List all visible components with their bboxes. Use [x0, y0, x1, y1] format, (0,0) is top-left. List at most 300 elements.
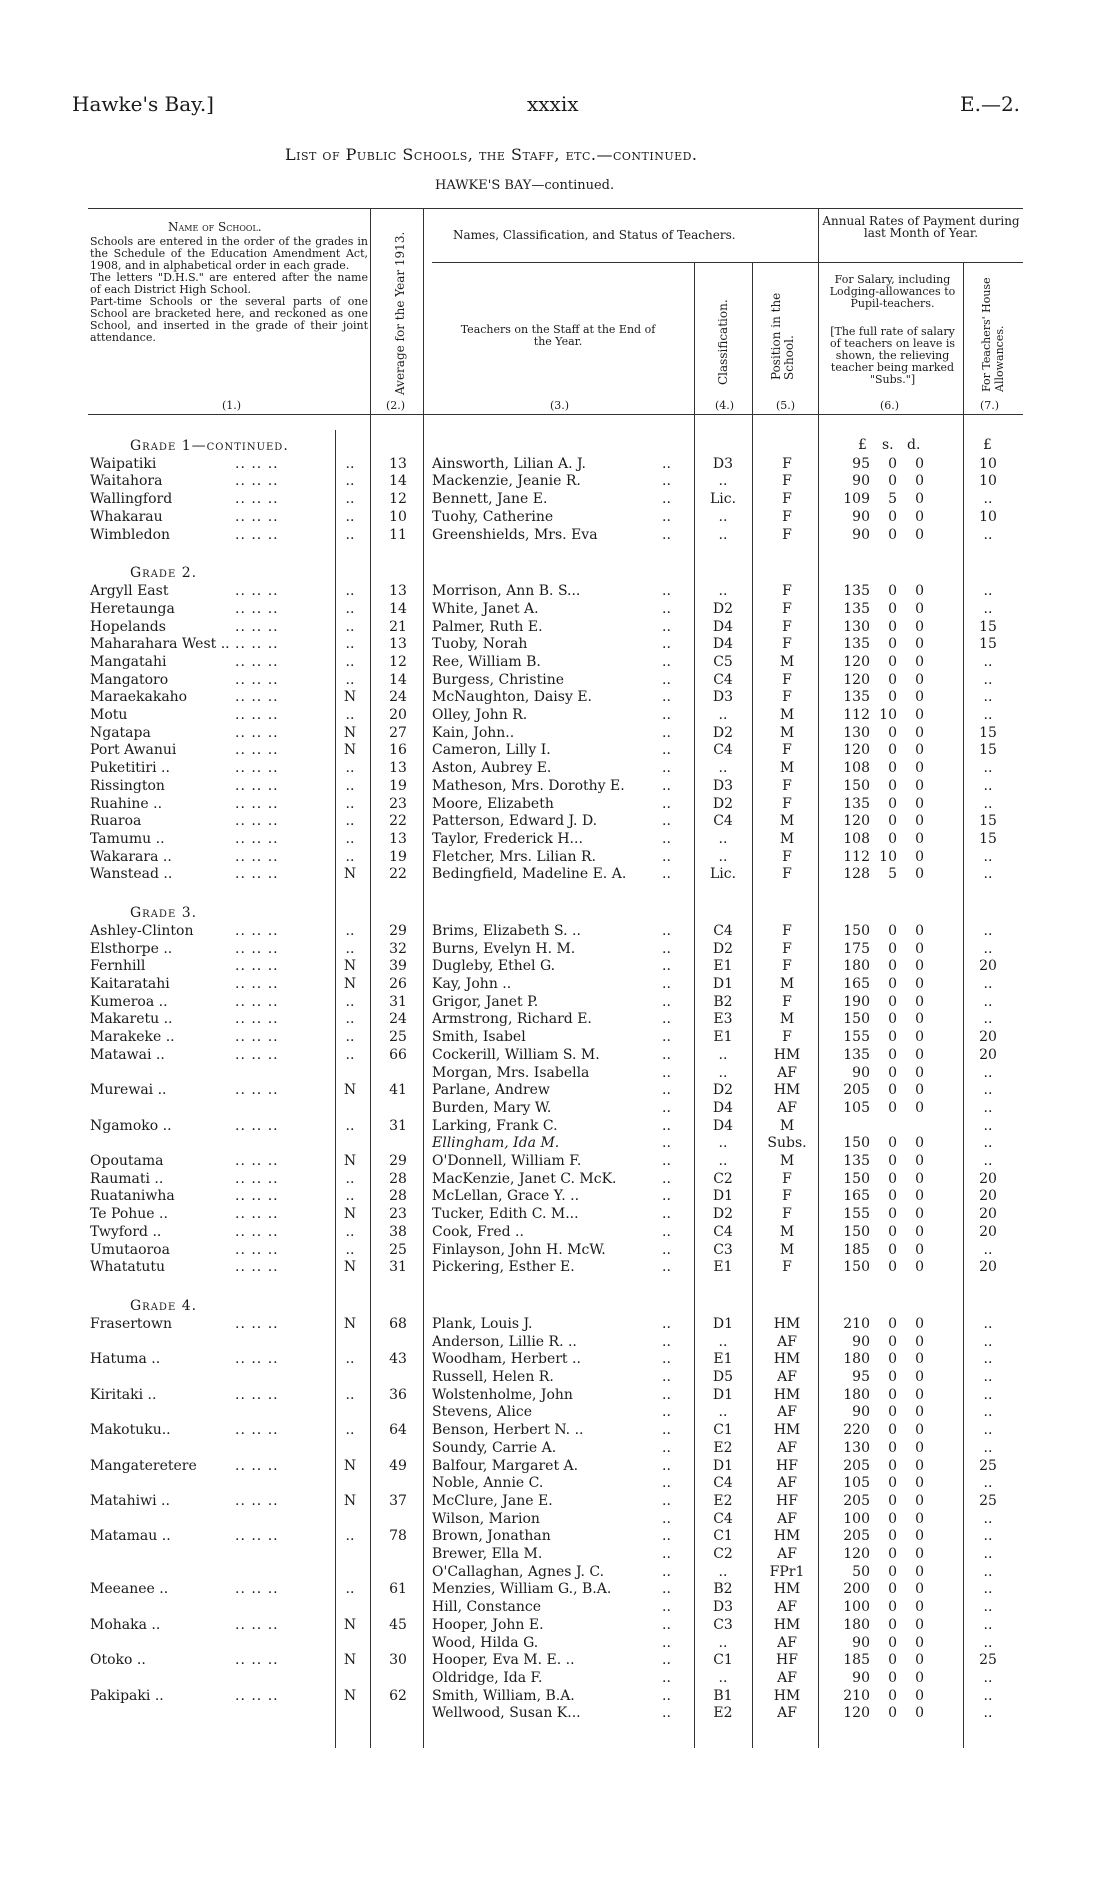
table-row — [0, 1404, 1114, 1421]
table-row — [0, 491, 1114, 508]
table-row — [0, 1065, 1114, 1082]
teacher-name: Menzies, William G., B.A. — [432, 1581, 612, 1598]
dhs-mark: .. — [345, 1223, 355, 1240]
classification: D2 — [712, 795, 734, 812]
classification: D2 — [712, 600, 734, 617]
salary-pence: 0 — [915, 1492, 924, 1509]
salary-shillings: 0 — [888, 1011, 897, 1028]
grade-heading — [0, 565, 1114, 582]
leader-dots: .. — [662, 1099, 671, 1116]
school-name: Ngatapa — [90, 724, 151, 741]
leader-dots: .. .. .. — [235, 1315, 279, 1332]
salary-pence: 0 — [915, 1616, 924, 1633]
classification: C1 — [713, 1422, 733, 1439]
position: F — [782, 455, 792, 472]
teacher-name: Tuohy, Catherine — [432, 508, 554, 525]
position: AF — [777, 1369, 797, 1386]
classification: B1 — [713, 1687, 733, 1704]
salary-pence: 0 — [915, 724, 924, 741]
salary-pence: 0 — [915, 618, 924, 635]
leader-dots: .. — [662, 1046, 671, 1063]
leader-dots: .. — [662, 1369, 671, 1386]
house-allowance: 10 — [979, 508, 997, 525]
salary-pounds: 200 — [843, 1581, 870, 1598]
average-attendance: 66 — [389, 1046, 407, 1063]
dhs-mark: .. — [345, 1241, 355, 1258]
table-row — [0, 1369, 1114, 1386]
table-row — [0, 1705, 1114, 1722]
position: AF — [777, 1404, 797, 1421]
leader-dots: .. — [662, 813, 671, 830]
salary-pounds: 150 — [843, 1170, 870, 1187]
leader-dots: .. — [662, 940, 671, 957]
salary-pounds: 210 — [843, 1687, 870, 1704]
average-attendance: 31 — [389, 1117, 407, 1134]
average-attendance: 19 — [389, 848, 407, 865]
leader-dots: .. .. .. — [235, 830, 279, 847]
dhs-mark: .. — [345, 491, 355, 508]
school-name: Mohaka .. — [90, 1616, 161, 1633]
position: AF — [777, 1439, 797, 1456]
teacher-name: MacKenzie, Janet C. McK. — [432, 1170, 617, 1187]
position: F — [782, 689, 792, 706]
salary-pence: 0 — [915, 671, 924, 688]
salary-pounds: 90 — [852, 1634, 870, 1651]
school-name: Maharahara West .. — [90, 636, 230, 653]
teacher-name: Noble, Annie C. — [432, 1475, 544, 1492]
school-name: Kaitaratahi — [90, 976, 170, 993]
leader-dots: .. — [662, 455, 671, 472]
salary-pence: 0 — [915, 958, 924, 975]
salary-pounds: 105 — [843, 1475, 870, 1492]
salary-pounds: 90 — [852, 508, 870, 525]
dhs-mark: .. — [345, 940, 355, 957]
average-attendance: 36 — [389, 1386, 407, 1403]
salary-shillings: 0 — [888, 689, 897, 706]
dhs-mark: .. — [345, 583, 355, 600]
leader-dots: .. .. .. — [235, 618, 279, 635]
leader-dots: .. — [662, 777, 671, 794]
salary-shillings: 0 — [888, 1153, 897, 1170]
salary-pounds: 90 — [852, 526, 870, 543]
salary-pounds: 120 — [843, 1546, 870, 1563]
classification: D3 — [712, 689, 734, 706]
leader-dots: .. .. .. — [235, 1082, 279, 1099]
leader-dots: .. — [662, 1563, 671, 1580]
salary-pence: 0 — [915, 1011, 924, 1028]
pence-symbol: d. — [907, 437, 921, 453]
table-row — [0, 958, 1114, 975]
salary-pounds: 108 — [843, 760, 870, 777]
leader-dots: .. — [662, 1581, 671, 1598]
salary-shillings: 0 — [888, 1223, 897, 1240]
dhs-mark: N — [343, 866, 357, 883]
salary-pounds: 185 — [843, 1241, 870, 1258]
classification: .. — [718, 1153, 728, 1170]
salary-pence: 0 — [915, 1634, 924, 1651]
average-attendance: 24 — [389, 689, 407, 706]
school-name: Whatatutu — [90, 1259, 166, 1276]
salary-pounds: 109 — [843, 491, 870, 508]
leader-dots: .. — [662, 742, 671, 759]
teacher-name: Russell, Helen R. — [432, 1369, 554, 1386]
house-allowance: .. — [983, 1082, 993, 1099]
leader-dots: .. .. .. — [235, 689, 279, 706]
salary-heading: For Salary, including Lodging-allowances to Pupil-teachers. — [829, 273, 956, 310]
shilling-symbol: s. — [882, 437, 894, 453]
school-name: Meeanee .. — [90, 1581, 169, 1598]
school-name: Wallingford — [90, 491, 173, 508]
classification: .. — [718, 848, 728, 865]
house-allowance: .. — [983, 1616, 993, 1633]
classification: .. — [718, 1404, 728, 1421]
header-left: Hawke's Bay.] — [72, 92, 214, 116]
name-note-3: Part-time Schools or the several parts of one School are bracketed here, and reckoned as one School, and inserted in the grade of their joint attendance. — [90, 295, 368, 344]
house-allowance: 15 — [979, 813, 997, 830]
classification: B2 — [713, 993, 733, 1010]
grade-heading — [0, 905, 1114, 922]
teacher-name: Smith, Isabel — [432, 1029, 526, 1046]
salary-pence: 0 — [915, 1599, 924, 1616]
house-allowance: .. — [983, 1563, 993, 1580]
salary-shillings: 0 — [888, 583, 897, 600]
house-allowance: .. — [983, 1581, 993, 1598]
house-allowance: .. — [983, 1241, 993, 1258]
leader-dots: .. .. .. — [235, 742, 279, 759]
house-allowance: 20 — [979, 1188, 997, 1205]
col-num-6: (6.) — [880, 399, 900, 412]
leader-dots: .. — [662, 583, 671, 600]
salary-pounds: 135 — [843, 689, 870, 706]
salary-pence: 0 — [915, 455, 924, 472]
classification: D1 — [712, 1188, 734, 1205]
school-name: Puketitiri .. — [90, 760, 170, 777]
teacher-name: Olley, John R. — [432, 707, 528, 724]
teacher-name: Soundy, Carrie A. — [432, 1439, 557, 1456]
salary-shillings: 0 — [888, 1616, 897, 1633]
teacher-name: Ainsworth, Lilian A. J. — [432, 455, 586, 472]
salary-shillings: 0 — [888, 940, 897, 957]
salary-shillings: 0 — [888, 993, 897, 1010]
teacher-name: Balfour, Margaret A. — [432, 1457, 579, 1474]
leader-dots: .. — [662, 653, 671, 670]
classification: D1 — [712, 1315, 734, 1332]
salary-pence: 0 — [915, 1581, 924, 1598]
salary-pence: 0 — [915, 1315, 924, 1332]
dhs-mark: .. — [345, 795, 355, 812]
salary-shillings: 0 — [888, 958, 897, 975]
salary-pence: 0 — [915, 1687, 924, 1704]
col-num-3: (3.) — [550, 399, 570, 412]
grade-label: Grade 2. — [130, 565, 198, 582]
house-allowance: 15 — [979, 724, 997, 741]
school-name: Mangatahi — [90, 653, 167, 670]
position: HM — [773, 1528, 801, 1545]
house-allowance: .. — [983, 1475, 993, 1492]
leader-dots: .. — [662, 1422, 671, 1439]
leader-dots: .. — [662, 724, 671, 741]
salary-pounds: 205 — [843, 1528, 870, 1545]
grade-label: Grade 4. — [130, 1298, 198, 1315]
table-row — [0, 976, 1114, 993]
dhs-mark: N — [343, 1616, 357, 1633]
dhs-mark: .. — [345, 1351, 355, 1368]
salary-pence: 0 — [915, 1351, 924, 1368]
leader-dots: .. .. .. — [235, 1652, 279, 1669]
teacher-name: O'Donnell, William F. — [432, 1153, 582, 1170]
leader-dots: .. — [662, 491, 671, 508]
average-attendance: 68 — [389, 1315, 407, 1332]
salary-pounds: 90 — [852, 1404, 870, 1421]
table-row — [0, 1118, 1114, 1135]
position: F — [782, 922, 792, 939]
leader-dots: .. — [662, 508, 671, 525]
average-attendance: 41 — [389, 1082, 407, 1099]
teacher-name: Hooper, Eva M. E. .. — [432, 1652, 575, 1669]
classification: .. — [718, 707, 728, 724]
position: F — [782, 583, 792, 600]
classification: E2 — [713, 1492, 733, 1509]
house-allowance: 25 — [979, 1457, 997, 1474]
page-subtitle: HAWKE'S BAY—continued. — [435, 178, 615, 193]
position: F — [782, 1170, 792, 1187]
classification: .. — [718, 1333, 728, 1350]
classification: E3 — [713, 1011, 733, 1028]
house-allowance: .. — [983, 1634, 993, 1651]
salary-pounds: 130 — [843, 1439, 870, 1456]
table-row — [0, 1082, 1114, 1099]
school-name: Kiritaki .. — [90, 1386, 157, 1403]
school-name: Port Awanui — [90, 742, 177, 759]
classification: E1 — [713, 1029, 733, 1046]
leader-dots: .. .. .. — [235, 993, 279, 1010]
salary-pence: 0 — [915, 583, 924, 600]
school-name: Elsthorpe .. — [90, 940, 173, 957]
salary-shillings: 0 — [888, 1333, 897, 1350]
leader-dots: .. — [662, 1333, 671, 1350]
position: HF — [776, 1492, 798, 1509]
leader-dots: .. .. .. — [235, 1223, 279, 1240]
school-name: Matahiwi .. — [90, 1492, 170, 1509]
house-allowance: .. — [983, 795, 993, 812]
dhs-mark: N — [343, 1206, 357, 1223]
position: F — [782, 866, 792, 883]
col-num-4: (4.) — [715, 399, 735, 412]
house-allowance: .. — [983, 1687, 993, 1704]
classification: D3 — [712, 1599, 734, 1616]
leader-dots: .. .. .. — [235, 491, 279, 508]
classification: D2 — [712, 1082, 734, 1099]
leader-dots: .. .. .. — [235, 1687, 279, 1704]
position: HF — [776, 1457, 798, 1474]
salary-pounds: 90 — [852, 1669, 870, 1686]
classification: .. — [718, 526, 728, 543]
leader-dots: .. .. .. — [235, 600, 279, 617]
leader-dots: .. .. .. — [235, 760, 279, 777]
teacher-name: Morrison, Ann B. S... — [432, 583, 581, 600]
salary-pence: 0 — [915, 1457, 924, 1474]
house-allowance: .. — [983, 707, 993, 724]
teacher-name: Hill, Constance — [432, 1599, 541, 1616]
table-row — [0, 1135, 1114, 1152]
leader-dots: .. .. .. — [235, 922, 279, 939]
salary-pence: 0 — [915, 1170, 924, 1187]
teacher-name: Palmer, Ruth E. — [432, 618, 543, 635]
leader-dots: .. — [662, 707, 671, 724]
dhs-mark: N — [343, 689, 357, 706]
position: HM — [773, 1082, 801, 1099]
teacher-name: Plank, Louis J. — [432, 1315, 533, 1332]
salary-pounds: 150 — [843, 1135, 870, 1152]
table-row — [0, 707, 1114, 724]
salary-pounds: 150 — [843, 1259, 870, 1276]
salary-shillings: 0 — [888, 473, 897, 490]
salary-pence: 0 — [915, 1241, 924, 1258]
house-allowance: .. — [983, 760, 993, 777]
position: M — [779, 653, 795, 670]
school-name: Mangateretere — [90, 1457, 197, 1474]
teacher-name: Tuoby, Norah — [432, 636, 528, 653]
dhs-mark: .. — [345, 671, 355, 688]
salary-pence: 0 — [915, 473, 924, 490]
dhs-mark: N — [343, 1082, 357, 1099]
salary-pence: 0 — [915, 848, 924, 865]
house-allowance: .. — [983, 1669, 993, 1686]
leader-dots: .. — [662, 866, 671, 883]
table-row — [0, 527, 1114, 544]
table-row — [0, 1511, 1114, 1528]
dhs-mark: .. — [345, 707, 355, 724]
house-allowance: 20 — [979, 1206, 997, 1223]
salary-pence: 0 — [915, 1528, 924, 1545]
classification: D4 — [712, 1117, 734, 1134]
classification: D2 — [712, 940, 734, 957]
average-attendance: 45 — [389, 1616, 407, 1633]
leader-dots: .. .. .. — [235, 958, 279, 975]
house-allowance: .. — [983, 1369, 993, 1386]
salary-shillings: 0 — [888, 1315, 897, 1332]
classification: D3 — [712, 777, 734, 794]
salary-pounds: 120 — [843, 742, 870, 759]
house-allowance: 15 — [979, 618, 997, 635]
salary-pounds: 120 — [843, 1705, 870, 1722]
average-attendance: 13 — [389, 760, 407, 777]
classification: C4 — [713, 813, 733, 830]
salary-shillings: 0 — [888, 1099, 897, 1116]
salary-pence: 0 — [915, 1206, 924, 1223]
salary-pounds: 165 — [843, 1188, 870, 1205]
salary-shillings: 0 — [888, 1046, 897, 1063]
average-attendance: 22 — [389, 866, 407, 883]
table-row — [0, 1188, 1114, 1205]
classification: D2 — [712, 724, 734, 741]
school-name: Matawai .. — [90, 1046, 165, 1063]
average-attendance: 12 — [389, 491, 407, 508]
leader-dots: .. — [662, 1404, 671, 1421]
leader-dots: .. — [662, 526, 671, 543]
table-row — [0, 1171, 1114, 1188]
salary-pence: 0 — [915, 742, 924, 759]
house-allowance: .. — [983, 1546, 993, 1563]
position: F — [782, 508, 792, 525]
table-row — [0, 1546, 1114, 1563]
house-allowance: .. — [983, 1011, 993, 1028]
avg-heading: Average for the Year 1913. — [393, 231, 407, 395]
average-attendance: 13 — [389, 455, 407, 472]
classification: C2 — [713, 1546, 733, 1563]
salary-pounds: 95 — [852, 455, 870, 472]
house-allowance: 20 — [979, 1259, 997, 1276]
salary-pounds: 120 — [843, 813, 870, 830]
teacher-name: O'Callaghan, Agnes J. C. — [432, 1563, 605, 1580]
position: M — [779, 813, 795, 830]
salary-shillings: 0 — [888, 1170, 897, 1187]
school-name: Makotuku.. — [90, 1422, 171, 1439]
leader-dots: .. — [662, 600, 671, 617]
salary-pounds: 135 — [843, 795, 870, 812]
position: F — [782, 777, 792, 794]
dhs-mark: N — [343, 724, 357, 741]
position: AF — [777, 1333, 797, 1350]
leader-dots: .. .. .. — [235, 813, 279, 830]
salary-pence: 0 — [915, 1475, 924, 1492]
classification: B2 — [713, 1581, 733, 1598]
classification: E1 — [713, 1351, 733, 1368]
salary-shillings: 0 — [888, 1687, 897, 1704]
salary-shillings: 0 — [888, 1404, 897, 1421]
salary-pounds: 112 — [843, 848, 870, 865]
table-row — [0, 1316, 1114, 1333]
house-allowance: 20 — [979, 1223, 997, 1240]
dhs-mark: .. — [345, 777, 355, 794]
average-attendance: 64 — [389, 1422, 407, 1439]
dhs-mark: .. — [345, 813, 355, 830]
house-allowance: .. — [983, 689, 993, 706]
house-allowance: 15 — [979, 742, 997, 759]
average-attendance: 11 — [389, 526, 407, 543]
average-attendance: 16 — [389, 742, 407, 759]
average-attendance: 23 — [389, 795, 407, 812]
dhs-mark: N — [343, 976, 357, 993]
allowance-pound-symbol: £ — [983, 437, 992, 453]
leader-dots: .. — [662, 1117, 671, 1134]
average-attendance: 49 — [389, 1457, 407, 1474]
classification: .. — [718, 830, 728, 847]
table-row — [0, 1422, 1114, 1439]
position: FPr1 — [769, 1563, 805, 1580]
average-attendance: 14 — [389, 600, 407, 617]
teacher-name: Morgan, Mrs. Isabella — [432, 1064, 590, 1081]
teacher-name: Matheson, Mrs. Dorothy E. — [432, 777, 625, 794]
leader-dots: .. .. .. — [235, 1153, 279, 1170]
table-row — [0, 1224, 1114, 1241]
salary-pence: 0 — [915, 1333, 924, 1350]
leader-dots: .. — [662, 636, 671, 653]
col-num-7: (7.) — [980, 399, 1000, 412]
classification: C4 — [713, 671, 733, 688]
leader-dots: .. .. .. — [235, 866, 279, 883]
teacher-name: Woodham, Herbert .. — [432, 1351, 581, 1368]
salary-pence: 0 — [915, 777, 924, 794]
leader-dots: .. — [662, 1634, 671, 1651]
position-heading: Position in the School. — [769, 292, 796, 380]
position: AF — [777, 1099, 797, 1116]
leader-dots: .. — [662, 922, 671, 939]
position: HM — [773, 1351, 801, 1368]
salary-shillings: 0 — [888, 1546, 897, 1563]
position: M — [779, 1241, 795, 1258]
leader-dots: .. — [662, 1546, 671, 1563]
